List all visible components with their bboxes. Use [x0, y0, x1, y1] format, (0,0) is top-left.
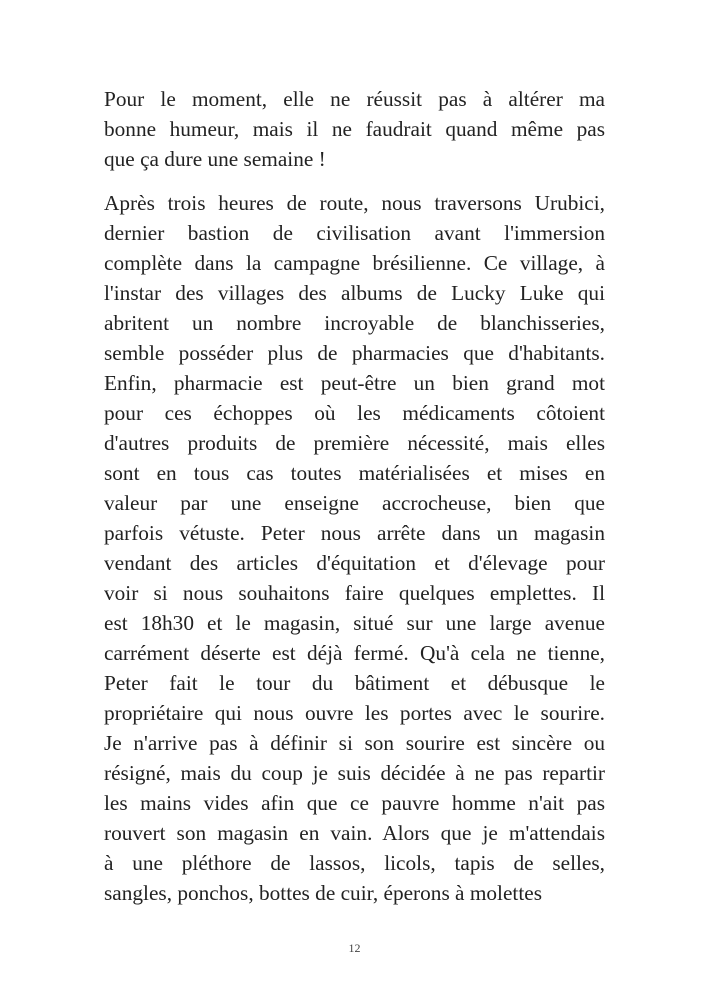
text-line: l'instar des villages des albums de Lucky Luke qui — [104, 281, 605, 305]
page-number: 12 — [348, 941, 361, 955]
text-line: bonne humeur, mais il ne faudrait quand même pas — [104, 117, 605, 141]
text-line: Pour le moment, elle ne réussit pas à altérer ma — [104, 87, 605, 111]
text-line: à une pléthore de lassos, licols, tapis de selles, — [104, 851, 605, 875]
text-line: Après trois heures de route, nous traversons Urubici, — [104, 191, 605, 215]
text-line: valeur par une enseigne accrocheuse, bien que — [104, 491, 605, 515]
text-line: dernier bastion de civilisation avant l'immersion — [104, 221, 605, 245]
text-line: que ça dure une semaine ! — [104, 147, 326, 171]
paragraph-1 — [104, 84, 605, 174]
text-line: sangles, ponchos, bottes de cuir, éperons à molettes — [104, 881, 542, 905]
text-line: d'autres produits de première nécessité, mais elles — [104, 431, 605, 455]
text-line: voir si nous souhaitons faire quelques emplettes. Il — [104, 581, 605, 605]
text-line: est 18h30 et le magasin, situé sur une large avenue — [104, 611, 605, 635]
text-line: rouvert son magasin en vain. Alors que je m'attendais — [104, 821, 605, 845]
text-line: parfois vétuste. Peter nous arrête dans un magasin — [104, 521, 605, 545]
text-line: abritent un nombre incroyable de blanchisseries, — [104, 311, 605, 335]
text-line: Je n'arrive pas à définir si son sourire est sincère ou — [104, 731, 605, 755]
text-line: complète dans la campagne brésilienne. Ce village, à — [104, 251, 605, 275]
text-line: vendant des articles d'équitation et d'élevage pour — [104, 551, 605, 575]
text-line: semble posséder plus de pharmacies que d'habitants. — [104, 341, 605, 365]
text-line: carrément déserte est déjà fermé. Qu'à cela ne tienne, — [104, 641, 605, 665]
text-line: les mains vides afin que ce pauvre homme n'ait pas — [104, 791, 605, 815]
text-line: résigné, mais du coup je suis décidée à ne pas repartir — [104, 761, 605, 785]
text-line: pour ces échoppes où les médicaments côtoient — [104, 401, 605, 425]
paragraph-2 — [104, 188, 605, 908]
text-line: propriétaire qui nous ouvre les portes avec le sourire. — [104, 701, 605, 725]
text-line: sont en tous cas toutes matérialisées et mises en — [104, 461, 605, 485]
text-line: Enfin, pharmacie est peut-être un bien grand mot — [104, 371, 605, 395]
text-line: Peter fait le tour du bâtiment et débusque le — [104, 671, 605, 695]
